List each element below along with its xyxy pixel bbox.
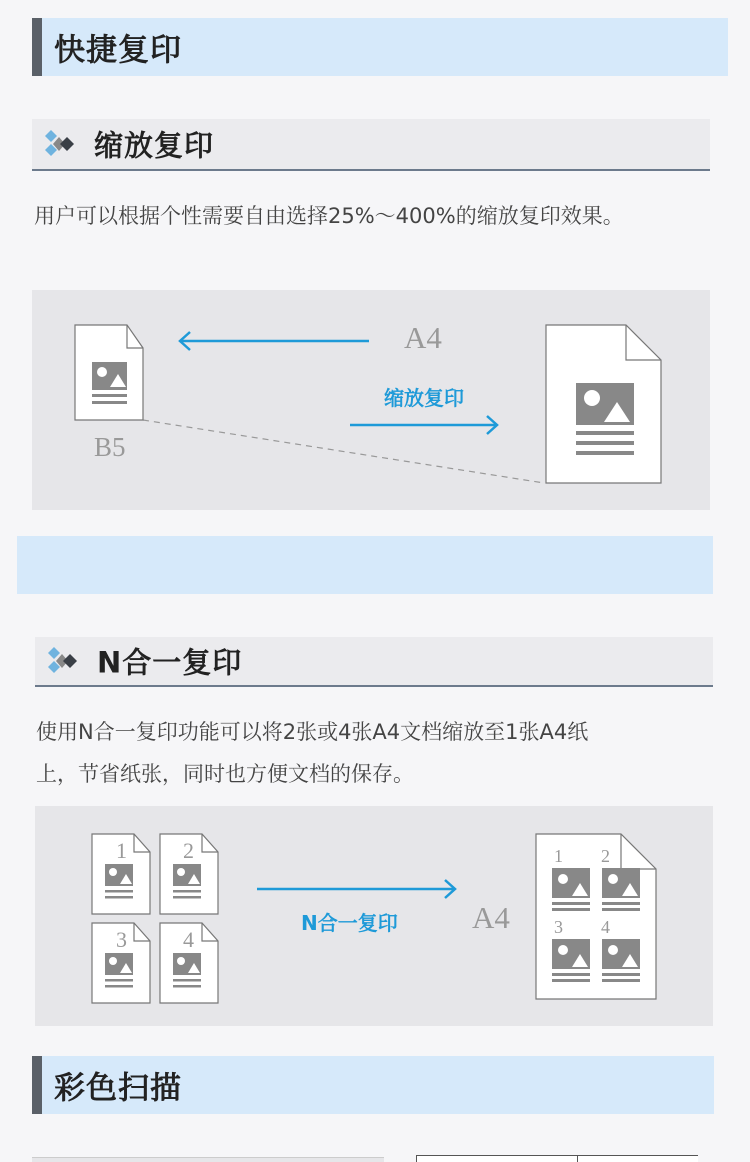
zoom-description: 用户可以根据个性需要自由选择25%～400%的缩放复印效果。 (34, 204, 624, 228)
ncopy-description-line2: 上，节省纸张，同时也方便文档的保存。 (36, 762, 414, 786)
section-accent-bar (32, 18, 42, 76)
large-page-icon (546, 325, 661, 483)
zoom-action-label: 缩放复印 (384, 386, 464, 410)
zoom-diagram (32, 290, 710, 510)
small-page-icon (75, 325, 143, 420)
target-size-label: A4 (472, 900, 510, 935)
small-size-label: B5 (94, 432, 126, 462)
mini-number-1: 1 (554, 846, 563, 866)
section-title: 彩色扫描 (54, 1070, 182, 1107)
ncopy-description-line1: 使用N合一复印功能可以将2张或4张A4文档缩放至1张A4纸 (36, 720, 589, 744)
subsection-title: N合一复印 (97, 645, 243, 680)
page-number-2: 2 (183, 838, 194, 863)
diamond-cluster-icon (45, 644, 79, 678)
subsection-header-zoom-copy (32, 119, 710, 171)
section-header-color-scan (32, 1056, 714, 1114)
page-number-1: 1 (116, 838, 127, 863)
section-header-quick-copy (32, 18, 728, 76)
arrow-left-icon (180, 332, 369, 350)
subsection-title: 缩放复印 (94, 128, 215, 163)
page-number-3: 3 (116, 927, 127, 952)
section-title: 快捷复印 (54, 32, 182, 69)
mini-number-3: 3 (554, 917, 563, 937)
subsection-header-n-in-1 (35, 637, 713, 687)
page-number-4: 4 (183, 927, 194, 952)
arrow-right-icon (257, 880, 455, 898)
n-in-1-action-label: N合一复印 (301, 911, 398, 935)
arrow-right-icon (350, 416, 497, 434)
mini-number-4: 4 (601, 917, 610, 937)
section-accent-bar (32, 1056, 42, 1114)
large-size-label: A4 (404, 320, 442, 355)
zoom-diagram-panel (32, 290, 710, 510)
diamond-cluster-icon (42, 127, 76, 161)
cropped-panel-left (32, 1157, 384, 1162)
divider-band (17, 536, 713, 594)
n-in-1-diagram-panel (35, 806, 713, 1026)
mini-number-2: 2 (601, 846, 610, 866)
